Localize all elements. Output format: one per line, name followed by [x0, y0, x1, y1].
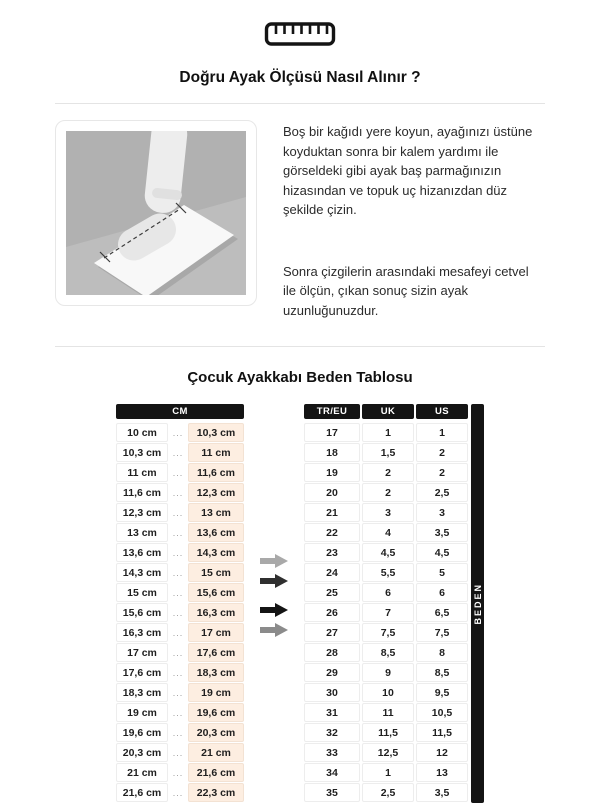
how-to-section — [55, 120, 545, 320]
us-size-cell: 5 — [416, 563, 468, 582]
cm-max-cell: 17 cm — [188, 623, 244, 642]
eu-size-cell: 35 — [304, 783, 360, 802]
cm-separator: ... — [172, 647, 184, 658]
cm-table-row — [116, 783, 244, 802]
header-tr-eu: TR/EU — [304, 404, 360, 419]
size-table-row — [304, 503, 468, 522]
size-conversion-table — [304, 404, 468, 803]
cm-table-body — [116, 423, 244, 802]
us-size-cell: 13 — [416, 763, 468, 782]
cm-min-cell: 14,3 cm — [116, 563, 168, 582]
uk-size-cell: 11 — [362, 703, 414, 722]
uk-size-cell: 12,5 — [362, 743, 414, 762]
uk-size-cell: 11,5 — [362, 723, 414, 742]
cm-table-row — [116, 503, 244, 522]
cm-table-row — [116, 623, 244, 642]
eu-size-cell: 34 — [304, 763, 360, 782]
size-table-row — [304, 523, 468, 542]
eu-size-cell: 23 — [304, 543, 360, 562]
cm-max-cell: 21 cm — [188, 743, 244, 762]
size-table-row — [304, 703, 468, 722]
size-table-row — [304, 743, 468, 762]
instruction-paragraph-2: Sonra çizgilerin arasındaki mesafeyi cetvel ile ölçün, çıkan sonuç sizin ayak uzunluğunuzdur. — [283, 263, 529, 318]
instructions-text — [283, 120, 545, 320]
cm-table-row — [116, 643, 244, 662]
eu-size-cell: 22 — [304, 523, 360, 542]
cm-min-cell: 17 cm — [116, 643, 168, 662]
cm-separator: ... — [172, 567, 184, 578]
cm-min-cell: 15,6 cm — [116, 603, 168, 622]
size-table-row — [304, 643, 468, 662]
size-table-row — [304, 603, 468, 622]
beden-label: BEDEN — [472, 582, 483, 625]
cm-min-cell: 16,3 cm — [116, 623, 168, 642]
cm-min-cell: 21,6 cm — [116, 783, 168, 802]
cm-max-cell: 17,6 cm — [188, 643, 244, 662]
us-size-cell: 8,5 — [416, 663, 468, 682]
us-size-cell: 2 — [416, 443, 468, 462]
size-table-row — [304, 723, 468, 742]
cm-separator: ... — [172, 607, 184, 618]
right-arrow-icon — [258, 603, 290, 617]
us-size-cell: 2 — [416, 463, 468, 482]
eu-size-cell: 24 — [304, 563, 360, 582]
uk-size-cell: 4,5 — [362, 543, 414, 562]
size-table-headers — [304, 404, 468, 419]
us-size-cell: 6,5 — [416, 603, 468, 622]
uk-size-cell: 7,5 — [362, 623, 414, 642]
cm-separator: ... — [172, 527, 184, 538]
cm-table-header: CM — [116, 404, 244, 419]
cm-min-cell: 20,3 cm — [116, 743, 168, 762]
cm-min-cell: 19 cm — [116, 703, 168, 722]
eu-size-cell: 17 — [304, 423, 360, 442]
size-table-row — [304, 783, 468, 802]
divider — [55, 103, 545, 104]
uk-size-cell: 10 — [362, 683, 414, 702]
cm-max-cell: 14,3 cm — [188, 543, 244, 562]
header-uk: UK — [362, 404, 414, 419]
eu-size-cell: 19 — [304, 463, 360, 482]
cm-max-cell: 16,3 cm — [188, 603, 244, 622]
cm-max-cell: 10,3 cm — [188, 423, 244, 442]
page-title: Doğru Ayak Ölçüsü Nasıl Alınır ? — [179, 69, 421, 86]
cm-table — [116, 404, 244, 803]
cm-min-cell: 10,3 cm — [116, 443, 168, 462]
eu-size-cell: 32 — [304, 723, 360, 742]
cm-max-cell: 12,3 cm — [188, 483, 244, 502]
us-size-cell: 8 — [416, 643, 468, 662]
cm-table-row — [116, 703, 244, 722]
size-section-title: Çocuk Ayakkabı Beden Tablosu — [187, 369, 413, 386]
us-size-cell: 1 — [416, 423, 468, 442]
cm-max-cell: 13,6 cm — [188, 523, 244, 542]
cm-min-cell: 18,3 cm — [116, 683, 168, 702]
cm-table-row — [116, 743, 244, 762]
cm-min-cell: 10 cm — [116, 423, 168, 442]
us-size-cell: 12 — [416, 743, 468, 762]
cm-table-row — [116, 663, 244, 682]
uk-size-cell: 9 — [362, 663, 414, 682]
cm-table-row — [116, 443, 244, 462]
cm-separator: ... — [172, 787, 184, 798]
cm-max-cell: 13 cm — [188, 503, 244, 522]
cm-separator: ... — [172, 447, 184, 458]
uk-size-cell: 1 — [362, 763, 414, 782]
eu-size-cell: 28 — [304, 643, 360, 662]
cm-separator: ... — [172, 707, 184, 718]
uk-size-cell: 2 — [362, 483, 414, 502]
cm-max-cell: 21,6 cm — [188, 763, 244, 782]
cm-table-row — [116, 683, 244, 702]
size-table-row — [304, 463, 468, 482]
instruction-paragraph-1: Boş bir kağıdı yere koyun, ayağınızı üstüne koyduktan sonra bir kalem yardımı ile görseldeki gibi ayak baş parmağınızın hizasından ve topuk uç hizanızdan düz şekilde çizin. — [283, 124, 533, 217]
us-size-cell: 6 — [416, 583, 468, 602]
cm-max-cell: 18,3 cm — [188, 663, 244, 682]
cm-table-row — [116, 463, 244, 482]
cm-separator: ... — [172, 767, 184, 778]
cm-separator: ... — [172, 427, 184, 438]
size-table-body — [304, 423, 468, 802]
size-table-row — [304, 663, 468, 682]
us-size-cell: 3,5 — [416, 783, 468, 802]
size-table-row — [304, 683, 468, 702]
cm-separator: ... — [172, 547, 184, 558]
cm-max-cell: 11 cm — [188, 443, 244, 462]
us-size-cell: 7,5 — [416, 623, 468, 642]
cm-min-cell: 21 cm — [116, 763, 168, 782]
size-table-row — [304, 763, 468, 782]
uk-size-cell: 1 — [362, 423, 414, 442]
cm-table-row — [116, 603, 244, 622]
us-size-cell: 3,5 — [416, 523, 468, 542]
eu-size-cell: 26 — [304, 603, 360, 622]
right-arrow-icon — [258, 623, 290, 637]
uk-size-cell: 2,5 — [362, 783, 414, 802]
cm-min-cell: 13 cm — [116, 523, 168, 542]
cm-separator: ... — [172, 627, 184, 638]
eu-size-cell: 25 — [304, 583, 360, 602]
size-table-row — [304, 543, 468, 562]
eu-size-cell: 20 — [304, 483, 360, 502]
cm-min-cell: 11 cm — [116, 463, 168, 482]
cm-min-cell: 17,6 cm — [116, 663, 168, 682]
cm-max-cell: 15 cm — [188, 563, 244, 582]
uk-size-cell: 8,5 — [362, 643, 414, 662]
cm-separator: ... — [172, 747, 184, 758]
cm-separator: ... — [172, 487, 184, 498]
right-arrow-icon — [258, 554, 290, 568]
beden-side-bar — [471, 404, 484, 803]
cm-separator: ... — [172, 667, 184, 678]
size-tables — [0, 404, 600, 803]
cm-min-cell: 13,6 cm — [116, 543, 168, 562]
uk-size-cell: 4 — [362, 523, 414, 542]
eu-size-cell: 21 — [304, 503, 360, 522]
cm-max-cell: 19,6 cm — [188, 703, 244, 722]
uk-size-cell: 2 — [362, 463, 414, 482]
cm-max-cell: 15,6 cm — [188, 583, 244, 602]
divider — [55, 346, 545, 347]
eu-size-cell: 29 — [304, 663, 360, 682]
eu-size-cell: 27 — [304, 623, 360, 642]
size-table-row — [304, 563, 468, 582]
size-table-row — [304, 583, 468, 602]
cm-min-cell: 11,6 cm — [116, 483, 168, 502]
cm-table-row — [116, 423, 244, 442]
cm-min-cell: 15 cm — [116, 583, 168, 602]
cm-max-cell: 20,3 cm — [188, 723, 244, 742]
ruler-icon — [0, 0, 600, 53]
cm-max-cell: 22,3 cm — [188, 783, 244, 802]
cm-table-row — [116, 523, 244, 542]
size-table-row — [304, 423, 468, 442]
us-size-cell: 9,5 — [416, 683, 468, 702]
cm-table-row — [116, 483, 244, 502]
eu-size-cell: 31 — [304, 703, 360, 722]
us-size-cell: 10,5 — [416, 703, 468, 722]
uk-size-cell: 1,5 — [362, 443, 414, 462]
cm-table-row — [116, 723, 244, 742]
cm-separator: ... — [172, 687, 184, 698]
cm-separator: ... — [172, 467, 184, 478]
size-table-row — [304, 483, 468, 502]
eu-size-cell: 18 — [304, 443, 360, 462]
us-size-cell: 4,5 — [416, 543, 468, 562]
us-size-cell: 3 — [416, 503, 468, 522]
cm-min-cell: 19,6 cm — [116, 723, 168, 742]
size-table-row — [304, 443, 468, 462]
cm-separator: ... — [172, 727, 184, 738]
cm-separator: ... — [172, 507, 184, 518]
conversion-arrows — [256, 551, 292, 640]
uk-size-cell: 3 — [362, 503, 414, 522]
header-us: US — [416, 404, 468, 419]
us-size-cell: 2,5 — [416, 483, 468, 502]
cm-max-cell: 19 cm — [188, 683, 244, 702]
cm-separator: ... — [172, 587, 184, 598]
cm-table-row — [116, 563, 244, 582]
cm-table-row — [116, 583, 244, 602]
size-table-row — [304, 623, 468, 642]
uk-size-cell: 7 — [362, 603, 414, 622]
eu-size-cell: 30 — [304, 683, 360, 702]
eu-size-cell: 33 — [304, 743, 360, 762]
us-size-cell: 11,5 — [416, 723, 468, 742]
cm-min-cell: 12,3 cm — [116, 503, 168, 522]
right-arrow-icon — [258, 574, 290, 588]
uk-size-cell: 5,5 — [362, 563, 414, 582]
uk-size-cell: 6 — [362, 583, 414, 602]
foot-measurement-photo — [55, 120, 257, 306]
cm-table-row — [116, 763, 244, 782]
cm-table-row — [116, 543, 244, 562]
cm-max-cell: 11,6 cm — [188, 463, 244, 482]
